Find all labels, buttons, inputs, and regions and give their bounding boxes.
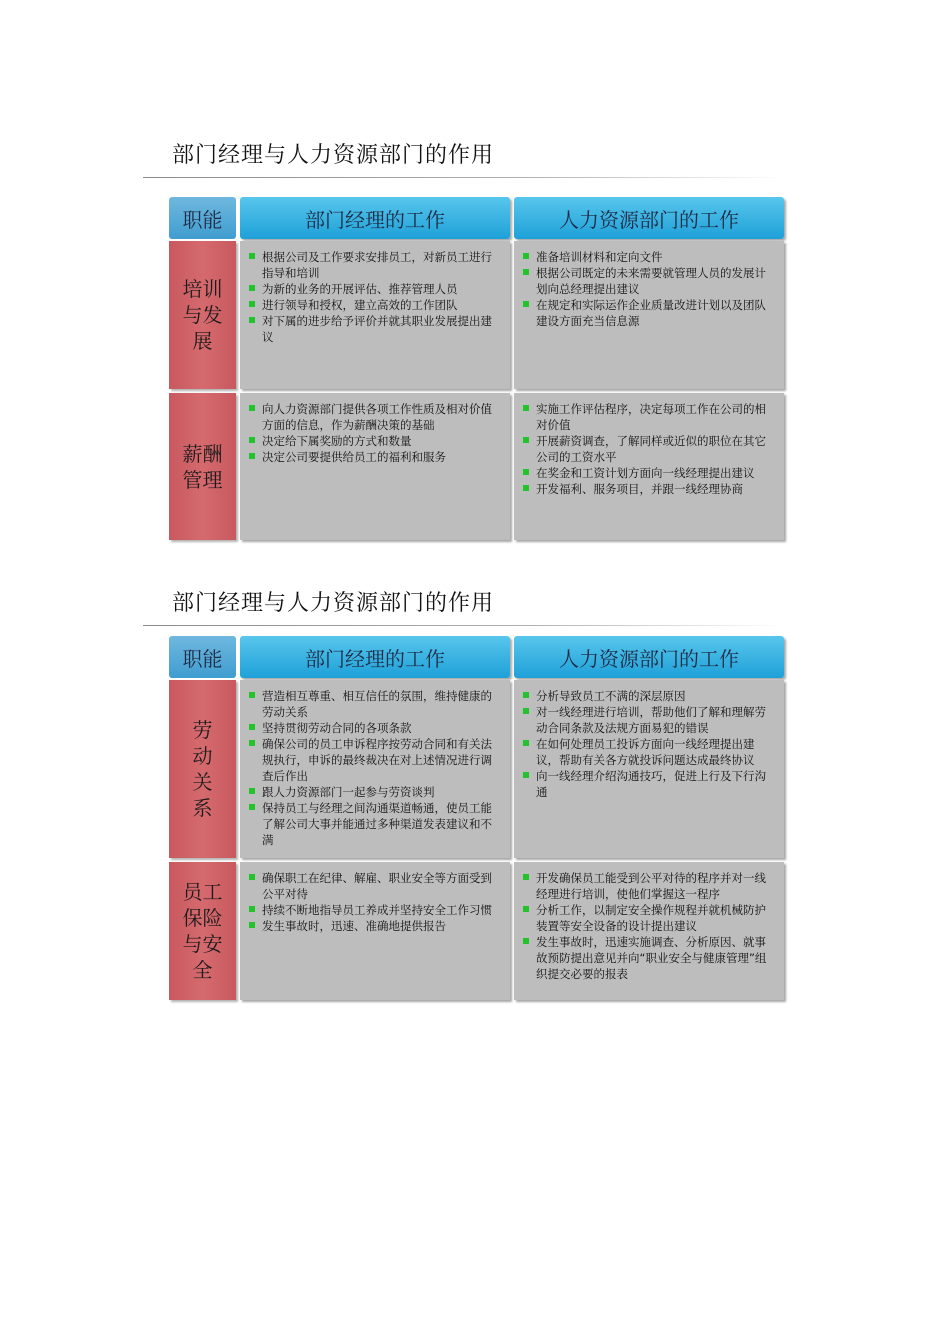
hr-duties-list: [522, 249, 776, 329]
list-item: 决定公司要提供给员工的福利和服务: [248, 449, 502, 465]
list-item: 分析工作，以制定安全操作规程并就机械防护装置等安全设备的设计提出建议: [522, 902, 776, 934]
manager-duties-list: [248, 688, 502, 848]
list-item: 开发确保员工能受到公平对待的程序并对一线经理进行培训，使他们掌握这一程序: [522, 870, 776, 902]
header-role: 职能: [169, 197, 236, 239]
list-item: 向人力资源部门提供各项工作性质及相对价值方面的信息，作为薪酬决策的基础: [248, 401, 502, 433]
bullet-square-icon: [249, 922, 255, 928]
bullet-square-icon: [249, 405, 255, 411]
list-item: 分析导致员工不满的深层原因: [522, 688, 776, 704]
manager-duties-cell: [240, 241, 510, 389]
list-item: 确保职工在纪律、解雇、职业安全等方面受到公平对待: [248, 870, 502, 902]
hr-duties-list: [522, 688, 776, 800]
list-item: 确保公司的员工申诉程序按劳动合同和有关法规执行，申诉的最终裁决在对上述情况进行调查后作出: [248, 736, 502, 784]
bullet-square-icon: [523, 253, 529, 259]
hr-duties-cell: [514, 862, 784, 1000]
role-cell: [169, 393, 236, 540]
bullet-square-icon: [249, 724, 255, 730]
bullet-square-icon: [249, 317, 255, 323]
list-item: 为新的业务的开展评估、推荐管理人员: [248, 281, 502, 297]
list-item: 在奖金和工资计划方面向一线经理提出建议: [522, 465, 776, 481]
title-divider: [143, 625, 783, 626]
list-item: 开发福利、服务项目，并跟一线经理协商: [522, 481, 776, 497]
bullet-square-icon: [249, 804, 255, 810]
list-item: 开展薪资调查，了解同样或近似的职位在其它公司的工资水平: [522, 433, 776, 465]
title-divider: [143, 177, 783, 178]
roles-table: [169, 197, 785, 542]
manager-duties-cell: [240, 680, 510, 858]
list-item: 对一线经理进行培训，帮助他们了解和理解劳动合同条款及法规方面易犯的错误: [522, 704, 776, 736]
header-hr: 人力资源部门的工作: [514, 197, 784, 239]
bullet-square-icon: [249, 788, 255, 794]
bullet-square-icon: [249, 437, 255, 443]
list-item: 准备培训材料和定向文件: [522, 249, 776, 265]
manager-duties-list: [248, 401, 502, 465]
list-item: 向一线经理介绍沟通技巧，促进上行及下行沟通: [522, 768, 776, 800]
list-item: 在规定和实际运作企业质量改进计划以及团队建设方面充当信息源: [522, 297, 776, 329]
role-cell: [169, 241, 236, 389]
hr-duties-list: [522, 401, 776, 497]
list-item: 营造相互尊重、相互信任的氛围，维持健康的劳动关系: [248, 688, 502, 720]
list-item: 发生事故时，迅速、准确地提供报告: [248, 918, 502, 934]
bullet-square-icon: [523, 874, 529, 880]
bullet-square-icon: [523, 437, 529, 443]
list-item: 发生事故时，迅速实施调查、分析原因、就事故预防提出意见并向“职业安全与健康管理”组织提交必要的报表: [522, 934, 776, 982]
role-cell: [169, 862, 236, 1000]
bullet-square-icon: [249, 906, 255, 912]
role-label: 培训与发展: [182, 277, 223, 353]
manager-duties-list: [248, 870, 502, 934]
bullet-square-icon: [249, 453, 255, 459]
role-label: 薪酬管理: [182, 441, 223, 492]
bullet-square-icon: [523, 469, 529, 475]
roles-table: [169, 636, 785, 1000]
bullet-square-icon: [523, 405, 529, 411]
list-item: 坚持贯彻劳动合同的各项条款: [248, 720, 502, 736]
list-item: 跟人力资源部门一起参与劳资谈判: [248, 784, 502, 800]
bullet-square-icon: [249, 301, 255, 307]
role-cell: [169, 680, 236, 858]
hr-duties-list: [522, 870, 776, 982]
bullet-square-icon: [249, 253, 255, 259]
bullet-square-icon: [523, 269, 529, 275]
manager-duties-cell: [240, 393, 510, 540]
section-title: 部门经理与人力资源部门的作用: [172, 143, 495, 168]
hr-duties-cell: [514, 393, 784, 540]
manager-duties-cell: [240, 862, 510, 1000]
section-title: 部门经理与人力资源部门的作用: [172, 591, 495, 616]
list-item: 保持员工与经理之间沟通渠道畅通，使员工能了解公司大事并能通过多种渠道发表建议和不满: [248, 800, 502, 848]
header-manager: 部门经理的工作: [240, 636, 510, 678]
bullet-square-icon: [523, 692, 529, 698]
bullet-square-icon: [523, 772, 529, 778]
role-label: 员工保险与安全: [182, 880, 223, 982]
list-item: 实施工作评估程序，决定每项工作在公司的相对价值: [522, 401, 776, 433]
bullet-square-icon: [523, 906, 529, 912]
bullet-square-icon: [523, 301, 529, 307]
bullet-square-icon: [523, 938, 529, 944]
bullet-square-icon: [249, 874, 255, 880]
list-item: 进行领导和授权，建立高效的工作团队: [248, 297, 502, 313]
list-item: 根据公司既定的未来需要就管理人员的发展计划向总经理提出建议: [522, 265, 776, 297]
bullet-square-icon: [523, 740, 529, 746]
list-item: 持续不断地指导员工养成并坚持安全工作习惯: [248, 902, 502, 918]
list-item: 对下属的进步给予评价并就其职业发展提出建议: [248, 313, 502, 345]
bullet-square-icon: [249, 740, 255, 746]
bullet-square-icon: [249, 692, 255, 698]
bullet-square-icon: [249, 285, 255, 291]
manager-duties-list: [248, 249, 502, 345]
role-label: 劳动关系: [192, 718, 213, 820]
header-hr: 人力资源部门的工作: [514, 636, 784, 678]
hr-duties-cell: [514, 241, 784, 389]
list-item: 决定给下属奖励的方式和数量: [248, 433, 502, 449]
bullet-square-icon: [523, 485, 529, 491]
header-role: 职能: [169, 636, 236, 678]
bullet-square-icon: [523, 708, 529, 714]
hr-duties-cell: [514, 680, 784, 858]
list-item: 在如何处理员工投诉方面向一线经理提出建议，帮助有关各方就投诉问题达成最终协议: [522, 736, 776, 768]
list-item: 根据公司及工作要求安排员工，对新员工进行指导和培训: [248, 249, 502, 281]
header-manager: 部门经理的工作: [240, 197, 510, 239]
